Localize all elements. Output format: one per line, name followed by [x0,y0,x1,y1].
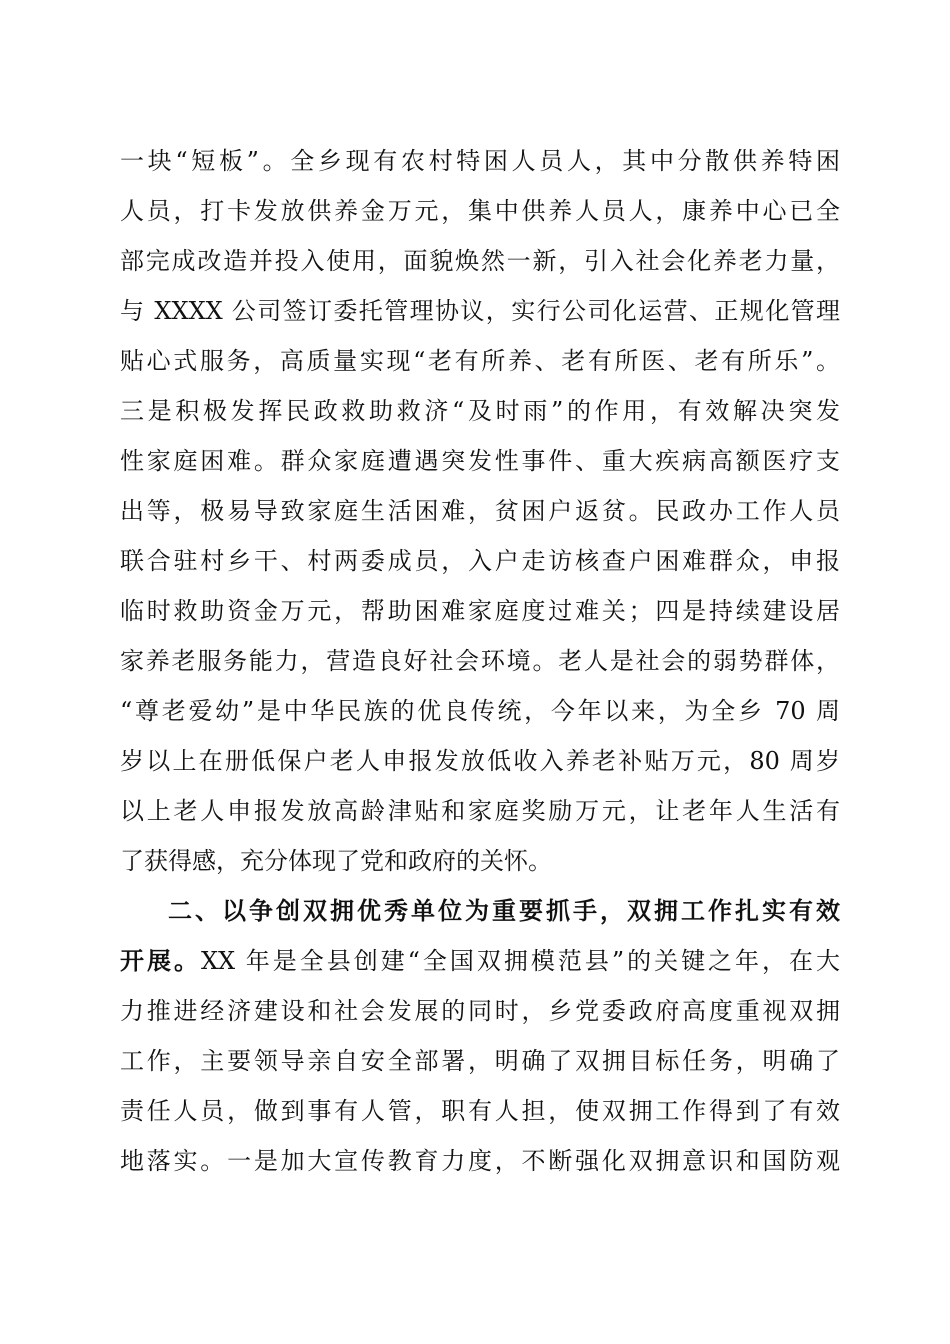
paragraph-line: 三是积极发挥民政救助救济“及时雨”的作用，有效解决突发 [120,397,840,425]
paragraph-line: 人员，打卡发放供养金万元，集中供养人员人，康养中心已全 [120,197,840,225]
section-heading-end: 开展。 [120,946,201,975]
paragraph-line: 力推进经济建设和社会发展的同时，乡党委政府高度重视双拥 [120,997,840,1025]
section-heading: 二、以争创双拥优秀单位为重要抓手，双拥工作扎实有效 [168,896,840,925]
paragraph-line: “尊老爱幼”是中华民族的优良传统，今年以来，为全乡 70 周 [120,697,840,725]
paragraph-line: 工作，主要领导亲自安全部署，明确了双拥目标任务，明确了 [120,1047,840,1075]
paragraph-line: 了获得感，充分体现了党和政府的关怀。 [120,847,552,875]
paragraph-line [120,941,840,981]
paragraph-line: 部完成改造并投入使用，面貌焕然一新，引入社会化养老力量， [120,247,840,275]
paragraph-line: 临时救助资金万元，帮助困难家庭度过难关；四是持续建设居 [120,597,840,625]
paragraph-line: 责任人员，做到事有人管，职有人担，使双拥工作得到了有效 [120,1097,840,1125]
paragraph-text: XX 年是全县创建“全国双拥模范县”的关键之年，在大 [200,947,841,975]
paragraph-line: 地落实。一是加大宣传教育力度，不断强化双拥意识和国防观 [120,1147,840,1175]
paragraph-line: 一块“短板”。全乡现有农村特困人员人，其中分散供养特困 [120,147,840,175]
paragraph-line: 贴心式服务，高质量实现“老有所养、老有所医、老有所乐”。 [120,347,840,375]
paragraph-line: 性家庭困难。群众家庭遭遇突发性事件、重大疾病高额医疗支 [120,447,840,475]
paragraph-line: 联合驻村乡干、村两委成员，入户走访核查户困难群众，申报 [120,547,840,575]
paragraph-line: 与 XXXX 公司签订委托管理协议，实行公司化运营、正规化管理 [120,297,840,325]
paragraph-line: 出等，极易导致家庭生活困难，贫困户返贫。民政办工作人员 [120,497,840,525]
paragraph-line: 岁以上在册低保户老人申报发放低收入养老补贴万元，80 周岁 [120,747,840,775]
paragraph-line: 家养老服务能力，营造良好社会环境。老人是社会的弱势群体， [120,647,840,675]
paragraph-line: 以上老人申报发放高龄津贴和家庭奖励万元，让老年人生活有 [120,797,840,825]
